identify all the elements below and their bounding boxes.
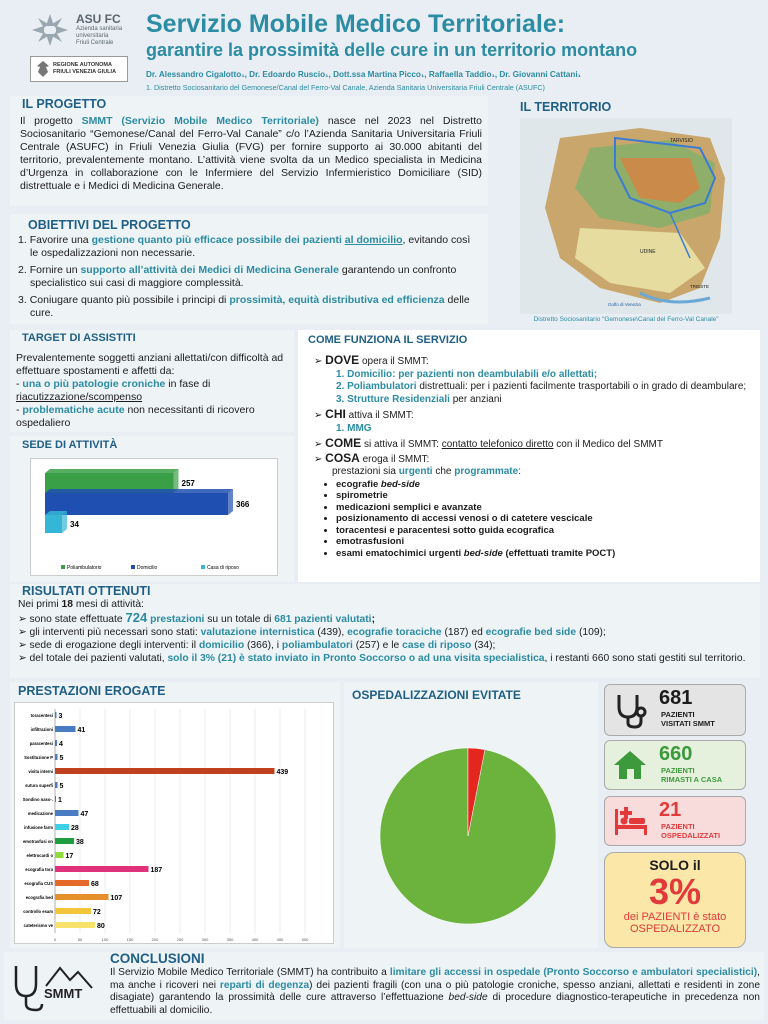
concl-p1: Il Servizio Mobile Medico Territoriale (SMMT) ha contribuito a bbox=[110, 967, 390, 978]
prestazione-value: 5 bbox=[59, 783, 64, 790]
obiettivi-list bbox=[16, 234, 478, 320]
cosa-item: • ecografie bed-side bbox=[336, 479, 754, 491]
territorio-heading: IL TERRITORIO bbox=[520, 100, 612, 114]
prestazione-bar bbox=[55, 768, 275, 774]
card-casa bbox=[604, 740, 746, 790]
risultati-panel bbox=[10, 584, 760, 678]
r3a: sede di erogazione degli interventi: il bbox=[29, 640, 199, 651]
sede-legend-label: Casa di riposo bbox=[207, 565, 239, 571]
risultati-text bbox=[18, 598, 756, 665]
sede-bar bbox=[45, 511, 67, 533]
smmt-logo-text: SMMT bbox=[44, 986, 83, 1001]
osped-panel bbox=[344, 682, 598, 948]
progetto-p2: nasce nel 2023 nel Distretto Sociosanitario “Gemonese/Canal del Ferro-Val Canale” c/o l’Azienda Sanitaria Universitaria Friuli Centrale (ASUFC) in Friuli Venezia Giulia (FVG) per fornire supporto ai 30.000 abitanti del territorio, prevalentemente montano. L’attività viene svolta da un Medico specialista in Medicina d’Urgenza in collaborazione con le Infermiere del Servizio Infermieristico Domiciliare (SID) distrettuale e i Medici di Medicina Generale. bbox=[20, 115, 482, 192]
r2b: valutazione internistica bbox=[200, 627, 315, 638]
chi-item-1: 1. MMG bbox=[336, 422, 372, 434]
concl-p2: , ma anche i ricoveri nei bbox=[110, 967, 760, 991]
ris-4: ➢ del totale dei pazienti valutati, solo il 3% (21) è stato inviato in Pronto Soccorso o ad una visita specialistica, i restanti 660 sono stati gestiti sul territorio. bbox=[18, 653, 746, 664]
ob2c: garantendo un confronto specialistico sui casi di maggiore complessità. bbox=[30, 264, 457, 289]
prestazione-value: 1 bbox=[58, 797, 62, 804]
ob1c: al domicilio bbox=[344, 234, 403, 246]
card-visitati bbox=[604, 684, 746, 736]
concl-i1: bed-side bbox=[448, 992, 488, 1003]
card-percent-l1: dei PAZIENTI è stato bbox=[623, 911, 727, 923]
dove-2c: : per i pazienti facilmente trasportabili o in grado di deambulare; bbox=[464, 381, 747, 392]
map-label-udine: UDINE bbox=[640, 249, 656, 255]
prestazione-label: controllo esam bbox=[23, 909, 53, 914]
poster-title: Servizio Mobile Medico Territoriale: bbox=[146, 10, 566, 38]
card-osped-number: 21 bbox=[659, 799, 682, 821]
t1c: riacutizzazione/scompenso bbox=[16, 391, 143, 403]
r2g: (109); bbox=[576, 627, 606, 638]
card-visitati-number: 681 bbox=[659, 687, 693, 709]
dove-item-3: 3. Strutture Residenziali per anziani bbox=[336, 393, 502, 405]
x-tick-label: 400 bbox=[251, 937, 259, 942]
prestazione-bar bbox=[55, 922, 95, 928]
come-text: si attiva il SMMT: bbox=[361, 439, 442, 450]
prest-d: programmate bbox=[454, 466, 519, 477]
r2d: ecografie toraciche bbox=[347, 627, 442, 638]
chi-1: MMG bbox=[347, 422, 372, 434]
sede-legend-swatch bbox=[131, 565, 135, 569]
r3g: (34); bbox=[471, 640, 496, 651]
card-ospedalizzati bbox=[604, 796, 746, 846]
prestazione-label: Sostituzione P bbox=[24, 755, 53, 760]
conclusioni-text bbox=[110, 967, 760, 1017]
prestazione-label: toracentesi bbox=[30, 713, 53, 718]
chi-text: attiva il SMMT: bbox=[345, 410, 414, 421]
conclusioni-panel bbox=[4, 952, 764, 1020]
prestazione-value: 439 bbox=[276, 769, 289, 776]
come-underline: contatto telefonico diretto bbox=[441, 439, 554, 450]
ob2a: Fornire un bbox=[29, 264, 81, 276]
t2b: non necessitanti di ricovero ospedaliero bbox=[16, 404, 255, 429]
ob1d: , evitando così le ospedalizzazioni non necessarie. bbox=[30, 234, 471, 259]
r1d: su un totale di bbox=[204, 614, 275, 625]
progetto-panel bbox=[10, 96, 488, 206]
asufc-sub-1: Azienda sanitaria bbox=[76, 26, 123, 32]
ris-1: ➢ sono state effettuate 724 prestazioni su un totale di 681 pazienti valutati; bbox=[18, 610, 375, 625]
come-panel bbox=[298, 330, 760, 582]
progetto-text bbox=[20, 115, 482, 193]
prestazione-value: 38 bbox=[76, 839, 84, 846]
target-text bbox=[16, 352, 288, 430]
sede-legend-swatch bbox=[61, 565, 65, 569]
dove-line: ➢ DOVE opera il SMMT: bbox=[314, 353, 429, 367]
prestazione-value: 187 bbox=[150, 867, 163, 874]
prestazione-bar bbox=[55, 796, 56, 802]
r2c: (439), bbox=[314, 627, 348, 638]
sede-legend-label: Domicilio bbox=[137, 565, 158, 571]
risultati-heading: RISULTATI OTTENUTI bbox=[22, 584, 151, 598]
territorio-caption: Distretto Sociosanitario “Gemonese\Canal del Ferro-Val Canale” bbox=[533, 316, 719, 323]
prestazione-label: infusione farm bbox=[24, 825, 53, 830]
osped-heading: OSPEDALIZZAZIONI EVITATE bbox=[352, 688, 521, 702]
card-casa-l2: RIMASTI A CASA bbox=[661, 775, 723, 784]
dove-3b: per anziani bbox=[449, 393, 502, 405]
cosa-list bbox=[314, 479, 754, 560]
prestazione-value: 72 bbox=[93, 909, 101, 916]
obiettivo-1: 1. Favorire una gestione quanto più efficace possibile dei pazienti al domicilio, evitando così le ospedalizzazioni non necessarie. bbox=[18, 234, 471, 259]
sede-bar bbox=[45, 489, 233, 515]
house-icon bbox=[613, 749, 647, 781]
dove-item-1: 1. Domicilio: per pazienti non deambulabili e/o allettati; bbox=[336, 368, 598, 380]
t1a: una o più patologie croniche bbox=[22, 378, 166, 390]
dove-2: Poliambulatori bbox=[347, 381, 417, 392]
prest-c: che bbox=[432, 466, 455, 477]
r3f: case di riposo bbox=[402, 640, 472, 651]
region-line-1: REGIONE AUTONOMA bbox=[53, 62, 112, 68]
sede-chart bbox=[30, 458, 278, 576]
cosa-item: • spirometrie bbox=[336, 490, 754, 502]
stethoscope-icon bbox=[613, 693, 647, 729]
x-tick-label: 150 bbox=[126, 937, 134, 942]
ris-intro-a: Nei primi bbox=[18, 599, 62, 610]
progetto-p1: Il progetto bbox=[20, 115, 82, 127]
prestazione-bar bbox=[55, 726, 76, 732]
obiettivi-panel bbox=[10, 214, 488, 324]
sede-legend-swatch bbox=[201, 565, 205, 569]
smmt-logo bbox=[8, 956, 98, 1014]
prestazioni-heading: PRESTAZIONI EROGATE bbox=[18, 684, 166, 698]
cosa-item: • toracentesi e paracentesi sotto guida ecografica bbox=[336, 525, 754, 537]
prestazione-bar bbox=[55, 824, 69, 830]
prestazione-value: 41 bbox=[77, 727, 86, 734]
sede-legend-label: Poliambulatorio bbox=[67, 565, 102, 571]
x-tick-label: 50 bbox=[77, 937, 83, 942]
prestazione-label: Sondino naso-. bbox=[22, 797, 53, 802]
r2f: ecografie bed side bbox=[485, 627, 577, 638]
prestazione-value: 17 bbox=[65, 853, 74, 860]
come-heading: COME FUNZIONA IL SERVIZIO bbox=[308, 334, 468, 346]
ris-intro-c: mesi di attività: bbox=[72, 599, 144, 610]
prestazione-bar bbox=[55, 852, 64, 858]
x-tick-label: 300 bbox=[201, 937, 209, 942]
prestazione-label: medicazione bbox=[27, 811, 53, 816]
r1b: 724 bbox=[125, 610, 148, 625]
r3e: (257) e le bbox=[352, 640, 403, 651]
target-intro: Prevalentemente soggetti anziani allettati/con difficoltà ad effettuare spostamenti e affetti da: bbox=[16, 352, 284, 377]
prestazione-value: 5 bbox=[59, 755, 64, 762]
authors: Dr. Alessandro Cigalotto₁, Dr. Edoardo Ruscio₁, Dott.ssa Martina Picco₁, Raffaella Taddio₁, Dr. Giovanni Cattani₁ bbox=[146, 70, 582, 79]
prestazioni-line bbox=[314, 466, 754, 479]
asufc-logo-icon bbox=[30, 12, 70, 48]
sede-panel bbox=[10, 436, 294, 582]
obiettivi-heading: OBIETTIVI DEL PROGETTO bbox=[28, 218, 191, 232]
prestazione-bar bbox=[55, 880, 89, 886]
prestazione-label: emotrasfusi on bbox=[22, 839, 53, 844]
cosa-item: • medicazioni semplici e avanzate bbox=[336, 502, 754, 514]
x-tick-label: 200 bbox=[151, 937, 159, 942]
dove-text: opera il SMMT: bbox=[359, 356, 429, 367]
ris-3: ➢ sede di erogazione degli interventi: il domicilio (366), i poliambulatori (257) e le case di riposo (34); bbox=[18, 640, 496, 651]
r1c: prestazioni bbox=[147, 614, 205, 625]
ob3b: prossimità, equità distributiva ed efficienza bbox=[229, 294, 445, 306]
ob1a: Favorire una bbox=[29, 234, 92, 246]
r4a: del totale dei pazienti valutati, bbox=[29, 653, 168, 664]
ob2b: supporto all’attività dei Medici di Medicina Generale bbox=[80, 264, 339, 276]
prestazione-label: sutura superfi bbox=[25, 783, 53, 788]
fvg-map bbox=[520, 118, 732, 314]
region-logo bbox=[30, 56, 128, 82]
map-label-golfo: Golfo di Venezia bbox=[608, 302, 641, 307]
ob3a: Coniugare quanto più possibile i principi di bbox=[29, 294, 230, 306]
prest-e: : bbox=[518, 466, 521, 477]
prestazione-bar bbox=[55, 754, 58, 760]
r3c: (366), i bbox=[244, 640, 282, 651]
card-osped-l2: OSPEDALIZZATI bbox=[661, 831, 721, 840]
ob3c: delle cure. bbox=[30, 294, 470, 319]
come-line: ➢ COME si attiva il SMMT: contatto telefonico diretto con il Medico del SMMT bbox=[314, 436, 663, 450]
prestazione-bar bbox=[55, 908, 91, 914]
map-label-tarvisio: TARVISIO bbox=[670, 138, 693, 144]
r1a: sono state effettuate bbox=[29, 614, 126, 625]
prestazione-bar bbox=[55, 838, 74, 844]
target-item-1: - una o più patologie croniche in fase di riacutizzazione/scompenso bbox=[16, 378, 211, 403]
cosa-item: • emotrasfusioni bbox=[336, 536, 754, 548]
cosa-label: COSA bbox=[325, 450, 360, 465]
asufc-sub-3: Friuli Centrale bbox=[76, 40, 114, 46]
prestazione-value: 28 bbox=[71, 825, 79, 832]
cosa-item: • esami ematochimici urgenti bed-side (effettuati tramite POCT) bbox=[336, 548, 754, 560]
obiettivo-2: 2. Fornire un supporto all’attività dei Medici di Medicina Generale garantendo un confronto specialistico sui casi di maggiore complessità. bbox=[18, 264, 457, 289]
prestazione-value: 4 bbox=[59, 741, 63, 748]
affiliation: 1. Distretto Sociosanitario del Gemonese/Canal del Ferro-Val Canale, Azienda Sanitaria Universitaria Friuli Centrale (ASUFC) bbox=[146, 83, 545, 92]
chi-label: CHI bbox=[325, 407, 346, 421]
prestazione-bar bbox=[55, 740, 57, 746]
r4c: , i restanti 660 sono stati gestiti sul territorio. bbox=[544, 653, 746, 664]
region-line-2: FRIULI VENEZIA GIULIA bbox=[53, 69, 117, 75]
r2e: (187) ed bbox=[441, 627, 486, 638]
cosa-text: eroga il SMMT: bbox=[359, 453, 430, 465]
card-osped-l1: PAZIENTI bbox=[661, 822, 695, 831]
come-body bbox=[314, 354, 754, 559]
concl-p3: ) dei pazienti fragili (con una o più patologie croniche, spesso anziani, allettati e residenti in zone disagiate) garantendo la prossimità delle cure attraverso l’effettuazione bbox=[110, 979, 760, 1003]
r3b: domicilio bbox=[198, 640, 245, 651]
x-tick-label: 0 bbox=[53, 937, 57, 942]
sede-value-label: 366 bbox=[236, 500, 250, 509]
target-heading: TARGET DI ASSISTITI bbox=[22, 332, 136, 344]
card-percent-solo: SOLO il bbox=[649, 857, 701, 873]
card-percent bbox=[604, 852, 746, 948]
prestazione-label: elettrocardi o bbox=[26, 853, 53, 858]
progetto-b1: SMMT (Servizio Mobile Medico Territoriale) bbox=[81, 115, 319, 127]
progetto-heading: IL PROGETTO bbox=[22, 97, 107, 111]
prest-a: prestazioni sia bbox=[332, 466, 399, 477]
prestazione-label: infiltrazioni bbox=[30, 727, 53, 732]
dove-item-2: 2. Poliambulatori distrettuali: per i pazienti facilmente trasportabili o in grado di deambulare; bbox=[336, 381, 747, 392]
prestazione-label: ecografia CUS bbox=[24, 881, 53, 886]
concl-p4: di procedure diagnostico-terapeutiche in precedenza non effettuabili al domicilio. bbox=[110, 992, 760, 1016]
prest-b: urgenti bbox=[398, 466, 433, 477]
x-tick-label: 100 bbox=[101, 937, 109, 942]
card-percent-value: 3% bbox=[648, 871, 702, 912]
sede-chart-svg bbox=[31, 459, 279, 577]
territorio-panel bbox=[492, 96, 760, 330]
come-text-2: con il Medico del SMMT bbox=[553, 439, 663, 450]
prestazione-bar bbox=[55, 782, 58, 788]
chi-line: ➢ CHI attiva il SMMT: bbox=[314, 407, 414, 421]
target-panel bbox=[10, 330, 294, 432]
r1e: 681 pazienti valutati bbox=[274, 614, 372, 625]
concl-b1: limitare gli accessi in ospedale (Pronto Soccorso e ambulatori specialistici) bbox=[389, 967, 758, 978]
prestazione-bar bbox=[55, 712, 57, 718]
card-casa-number: 660 bbox=[659, 743, 693, 765]
asufc-logo-text: ASU FC bbox=[76, 12, 121, 26]
prestazione-label: visita interni bbox=[28, 769, 53, 774]
eagle-icon bbox=[35, 60, 51, 78]
hospital-bed-icon bbox=[613, 805, 649, 837]
prestazione-bar bbox=[55, 894, 109, 900]
card-visitati-l2: VISITATI SMMT bbox=[661, 719, 715, 728]
prestazione-bar bbox=[55, 866, 149, 872]
dove-2b: distrettuali bbox=[416, 381, 465, 392]
card-visitati-l1: PAZIENTI bbox=[661, 710, 695, 719]
asufc-sub-2: universitaria bbox=[76, 33, 109, 39]
r2a: gli interventi più necessari sono stati: bbox=[29, 627, 201, 638]
cosa-item: • posizionamento di accessi venosi o di catetere vescicale bbox=[336, 513, 754, 525]
asufc-logo bbox=[30, 12, 130, 52]
prestazione-value: 107 bbox=[110, 895, 123, 902]
osped-pie-svg bbox=[368, 728, 568, 948]
prestazioni-chart bbox=[14, 702, 334, 944]
x-tick-label: 450 bbox=[276, 937, 284, 942]
prestazione-bar bbox=[55, 810, 79, 816]
ob1b: gestione quanto più efficace possibile dei pazienti bbox=[91, 234, 345, 246]
prestazione-label: paracentesi bbox=[29, 741, 53, 746]
r4b: solo il 3% (21) è stato inviato in Pronto Soccorso o ad una visita specialistica bbox=[167, 653, 545, 664]
prestazione-label: ecografia tora bbox=[25, 867, 53, 872]
prestazione-label: ecografia bed bbox=[25, 895, 53, 900]
prestazione-value: 80 bbox=[97, 923, 105, 930]
x-tick-label: 250 bbox=[176, 937, 184, 942]
sede-value-label: 257 bbox=[181, 479, 195, 488]
card-percent-l2: OSPEDALIZZATO bbox=[629, 923, 721, 935]
sede-heading: SEDE DI ATTIVITÀ bbox=[22, 439, 118, 451]
map-label-trieste: TRIESTE bbox=[690, 284, 710, 289]
prestazioni-chart-svg bbox=[15, 703, 335, 945]
ris-2: ➢ gli interventi più necessari sono stati: valutazione internistica (439), ecografie toraciche (187) ed ecografie bed side (109); bbox=[18, 627, 606, 638]
prestazione-label: cateterismo ve bbox=[23, 923, 53, 928]
t1b: in fase di bbox=[165, 378, 211, 390]
come-label: COME bbox=[325, 436, 362, 450]
r3d: poliambulatori bbox=[281, 640, 353, 651]
prestazione-value: 68 bbox=[91, 881, 99, 888]
prestazione-value: 3 bbox=[58, 713, 63, 720]
concl-b2: reparti di degenza bbox=[219, 979, 310, 991]
prestazioni-panel bbox=[10, 682, 340, 948]
dove-1: Domicilio: per pazienti non deambulabili e/o allettati; bbox=[347, 368, 598, 380]
t2a: problematiche acute bbox=[22, 404, 125, 416]
dove-3: Strutture Residenziali bbox=[347, 393, 450, 405]
prestazione-value: 47 bbox=[80, 811, 89, 818]
card-casa-l1: PAZIENTI bbox=[661, 766, 695, 775]
dove-label: DOVE bbox=[325, 353, 360, 367]
cosa-line: ➢ COSA eroga il SMMT: bbox=[314, 450, 430, 465]
x-tick-label: 500 bbox=[301, 937, 309, 942]
header bbox=[0, 0, 768, 100]
target-item-2: - problematiche acute non necessitanti di ricovero ospedaliero bbox=[16, 404, 255, 429]
sede-value-label: 34 bbox=[70, 520, 79, 529]
ris-intro-b: 18 bbox=[61, 599, 73, 610]
obiettivo-3: 3. Coniugare quanto più possibile i principi di prossimità, equità distributiva ed efficienza delle cure. bbox=[18, 294, 470, 319]
conclusioni-heading: CONCLUSIONI bbox=[110, 951, 205, 966]
x-tick-label: 350 bbox=[226, 937, 234, 942]
poster-subtitle: garantire la prossimità delle cure in un territorio montano bbox=[146, 40, 638, 60]
